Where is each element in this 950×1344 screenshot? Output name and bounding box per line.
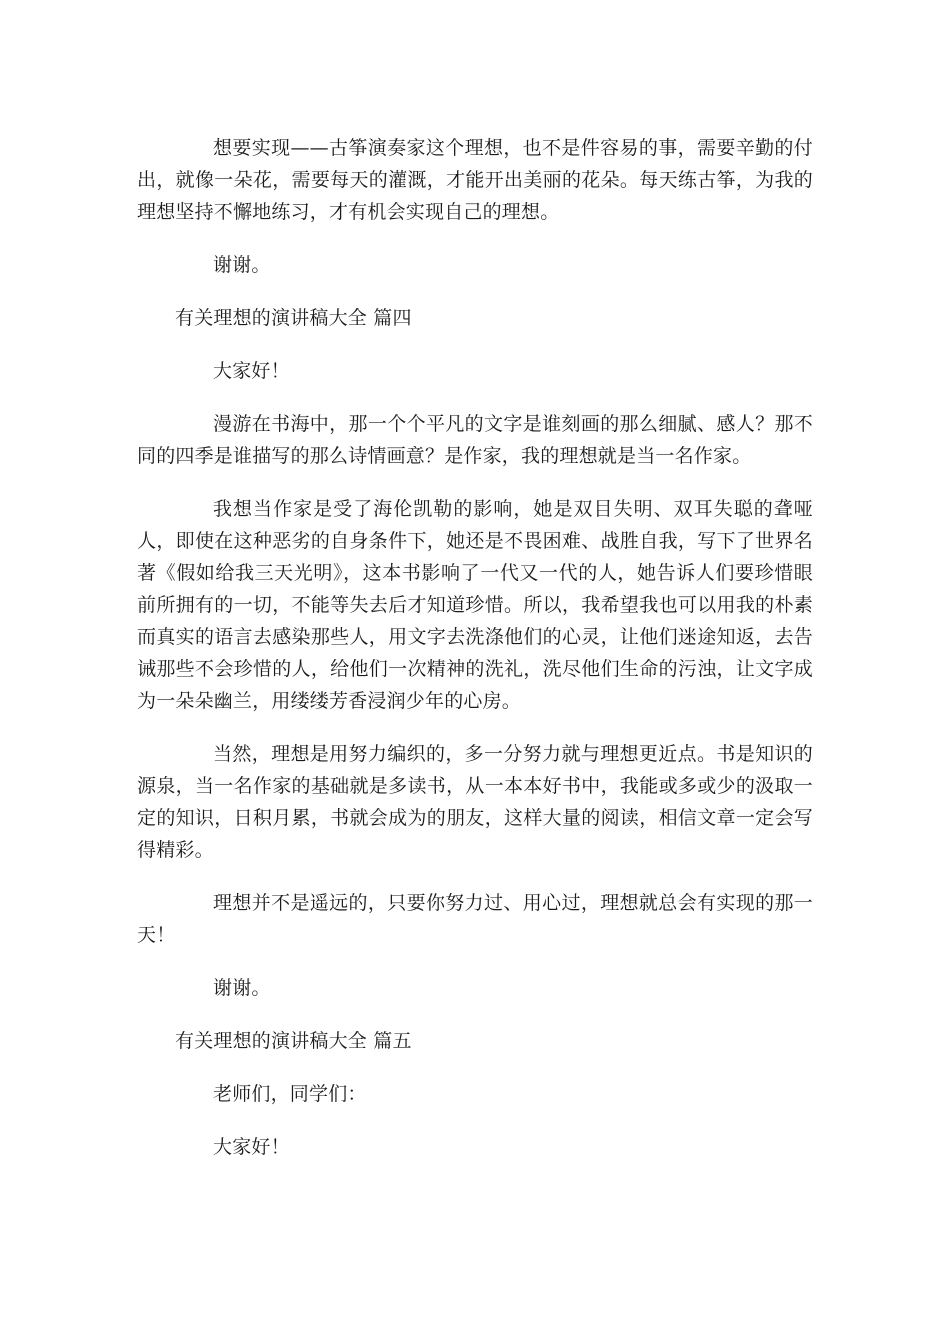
paragraph: 漫游在书海中，那一个个平凡的文字是谁刻画的那么细腻、感人？那不同的四季是谁描写的那么诗情画意？是作家，我的理想就是当一名作家。 (137, 413, 813, 467)
paragraph: 大家好！ (213, 360, 290, 382)
paragraph: 理想并不是遥远的，只要你努力过、用心过，理想就总会有实现的那一天！ (137, 892, 813, 946)
paragraph: 当然，理想是用努力编织的，多一分努力就与理想更近点。书是知识的源泉，当一名作家的基础就是多读书，从一本本好书中，我能或多或少的汲取一定的知识，日积月累，书就会成为的朋友，这样大量的阅读，相信文章一定会写得精彩。 (137, 743, 813, 861)
section-heading: 有关理想的演讲稿大全 篇四 (175, 307, 412, 329)
section-heading: 有关理想的演讲稿大全 篇五 (175, 1030, 412, 1052)
document-body (137, 132, 813, 1163)
paragraph: 我想当作家是受了海伦凯勒的影响，她是双目失明、双耳失聪的聋哑人，即使在这种恶劣的自身条件下，她还是不畏困难、战胜自我，写下了世界名著《假如给我三天光明》，这本书影响了一代又一代的人，她告诉人们要珍惜眼前所拥有的一切，不能等失去后才知道珍惜。所以，我希望我也可以用我的朴素而真实的语言去感染那些人，用文字去洗涤他们的心灵，让他们迷途知返，去告诫那些不会珍惜的人，给他们一次精神的洗礼，洗尽他们生命的污浊，让文字成为一朵朵幽兰，用缕缕芳香浸润少年的心房。 (137, 498, 813, 712)
paragraph: 想要实现——古筝演奏家这个理想，也不是件容易的事，需要辛勤的付出，就像一朵花，需要每天的灌溉，才能开出美丽的花朵。每天练古筝，为我的理想坚持不懈地练习，才有机会实现自己的理想。 (137, 137, 813, 223)
paragraph: 大家好！ (213, 1136, 290, 1158)
paragraph: 老师们，同学们： (213, 1083, 367, 1105)
paragraph: 谢谢。 (213, 977, 271, 999)
paragraph: 谢谢。 (213, 254, 271, 276)
